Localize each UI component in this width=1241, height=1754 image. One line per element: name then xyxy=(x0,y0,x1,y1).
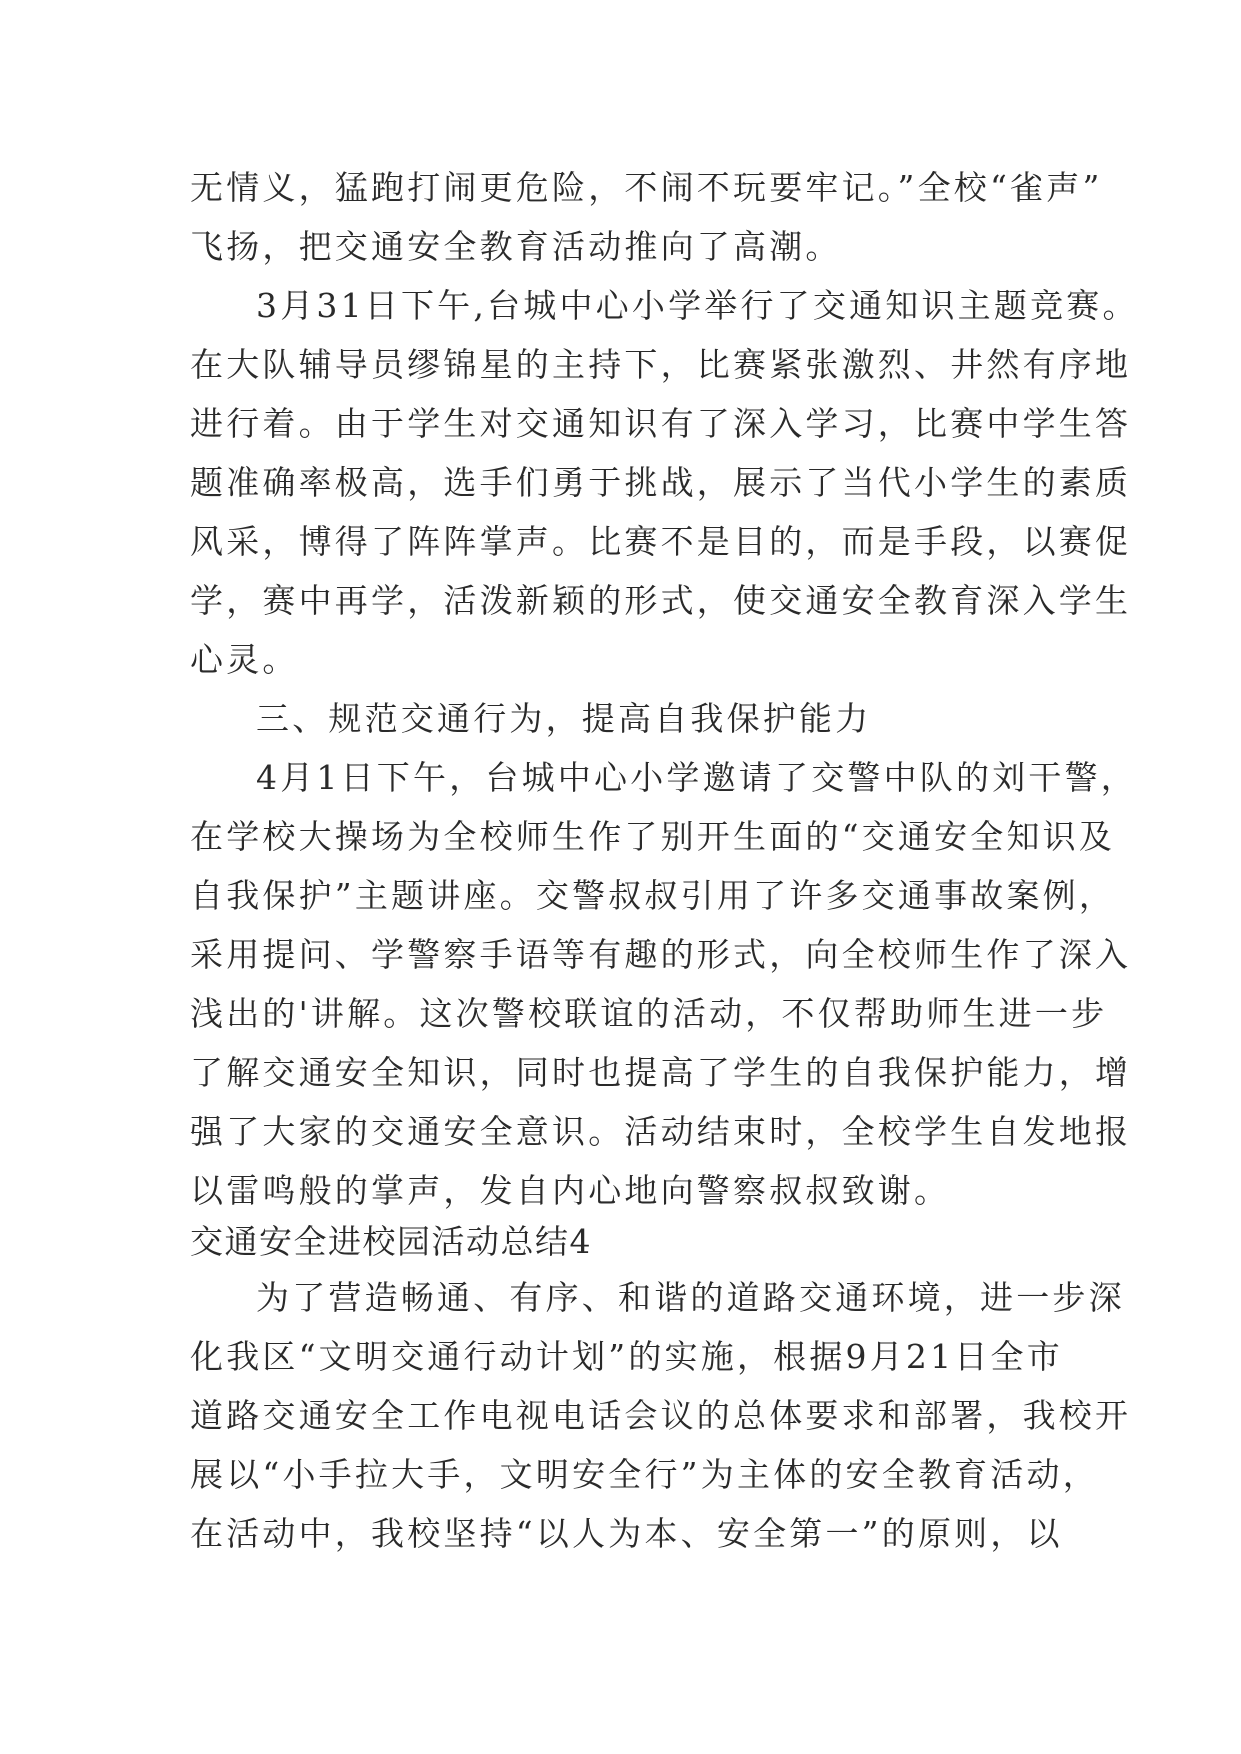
text-line: 道路交通安全工作电视电话会议的总体要求和部署，我校开 xyxy=(190,1396,1132,1435)
text-line: 为了营造畅通、有序、和谐的道路交通环境，进一步深 xyxy=(256,1278,1125,1317)
text-line: 学，赛中再学，活泼新颖的形式，使交通安全教育深入学生 xyxy=(190,581,1132,620)
text-line: 以雷鸣般的掌声，发自内心地向警察叔叔致谢。 xyxy=(190,1171,951,1210)
text-line: 飞扬，把交通安全教育活动推向了高潮。 xyxy=(190,227,842,266)
section-heading: 三、规范交通行为，提高自我保护能力 xyxy=(256,699,872,738)
text-line: 采用提问、学警察手语等有趣的形式，向全校师生作了深入 xyxy=(190,935,1132,974)
article-title: 交通安全进校园活动总结4 xyxy=(190,1222,592,1261)
text-line: 化我区“文明交通行动计划”的实施，根据9月21日全市 xyxy=(190,1337,1063,1376)
text-line: 风采，博得了阵阵掌声。比赛不是目的，而是手段，以赛促 xyxy=(190,522,1132,561)
text-line: 在大队辅导员缪锦星的主持下，比赛紧张激烈、井然有序地 xyxy=(190,345,1132,384)
text-line: 了解交通安全知识，同时也提高了学生的自我保护能力，增 xyxy=(190,1053,1132,1092)
text-line: 题准确率极高，选手们勇于挑战，展示了当代小学生的素质 xyxy=(190,463,1132,502)
text-line: 在学校大操场为全校师生作了别开生面的“交通安全知识及 xyxy=(190,817,1116,856)
text-line: 自我保护”主题讲座。交警叔叔引用了许多交通事故案例， xyxy=(190,876,1116,915)
text-line: 浅出的'讲解。这次警校联谊的活动，不仅帮助师生进一步 xyxy=(190,994,1108,1033)
text-line: 4月1日下午，台城中心小学邀请了交警中队的刘干警， xyxy=(256,758,1137,797)
text-line: 无情义，猛跑打闹更危险，不闹不玩要牢记。”全校“雀声” xyxy=(190,168,1103,207)
text-line: 心灵。 xyxy=(190,640,299,679)
text-line: 3月31日下午,台城中心小学举行了交通知识主题竞赛。 xyxy=(256,286,1139,325)
text-line: 强了大家的交通安全意识。活动结束时，全校学生自发地报 xyxy=(190,1112,1132,1151)
text-line: 进行着。由于学生对交通知识有了深入学习，比赛中学生答 xyxy=(190,404,1132,443)
text-line: 展以“小手拉大手，文明安全行”为主体的安全教育活动， xyxy=(190,1455,1099,1494)
text-line: 在活动中，我校坚持“以人为本、安全第一”的原则，以 xyxy=(190,1514,1063,1553)
